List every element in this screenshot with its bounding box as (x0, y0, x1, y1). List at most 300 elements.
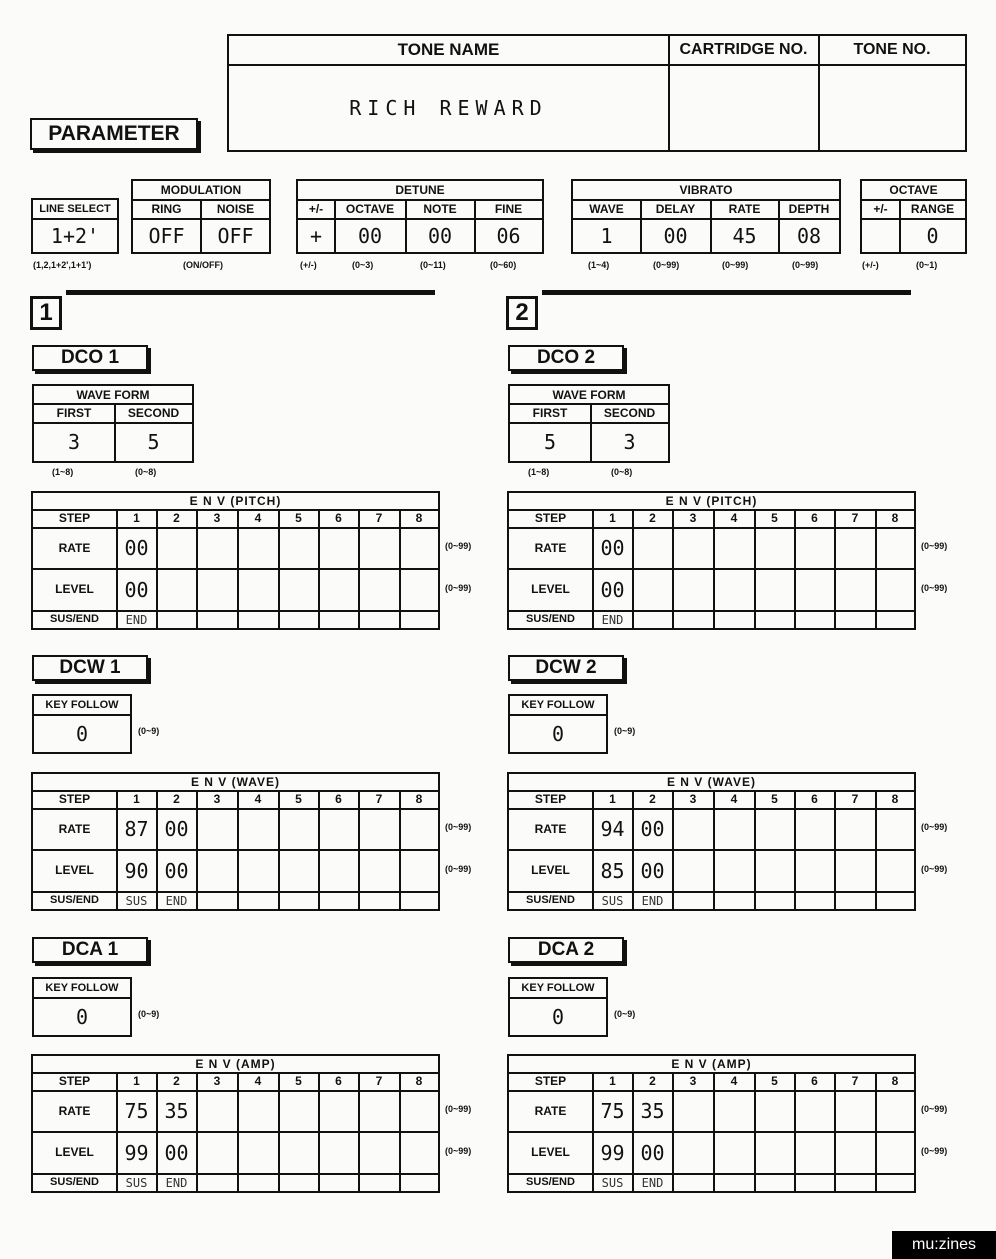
line1-amp-level-step-8 (400, 1132, 438, 1173)
line2-pitch-susend-label: SUS/END (526, 613, 575, 625)
detune-octave-label: OCTAVE (345, 202, 395, 216)
line1-wave-rate-label: RATE (58, 821, 91, 836)
line1-pitch-level-step-2 (157, 569, 196, 610)
line2-dcw-key-follow-value: 0 (551, 721, 565, 746)
line1-pitch-rate-step-1: 00 (124, 536, 149, 560)
line2-wave-level-label: LEVEL (531, 863, 570, 877)
line2-dca-label: DCA 2 (508, 937, 624, 963)
line1-amp-rate-label: RATE (58, 1103, 91, 1118)
line1-wave-step-3: 3 (213, 792, 221, 806)
line1-dca-key-follow-range: (0~9) (138, 1009, 160, 1019)
vibrato-rate-range: (0~99) (722, 260, 749, 270)
line1-wave-susend-step-4 (238, 892, 278, 909)
line2-pitch-susend-step-4 (714, 611, 754, 628)
line1-pitch-level-step-7 (359, 569, 399, 610)
line2-pitch-level-step-4 (714, 569, 754, 610)
line1-amp-level-step-1: 99 (124, 1140, 149, 1165)
line1-amp-level-step-7 (359, 1132, 399, 1173)
line2-wave-rate-step-6 (795, 809, 834, 849)
line2-amp-susend-label: SUS/END (526, 1176, 575, 1188)
line2-wave-step-8: 8 (891, 792, 899, 806)
line2-wave-rate-step-8 (876, 809, 914, 849)
line1-amp-step-5: 5 (295, 1074, 302, 1088)
line1-pitch-level-step-5 (279, 569, 318, 610)
line1-pitch-step-7: 7 (375, 511, 383, 525)
line1-wave-level-step-3 (197, 850, 237, 891)
line1-wave-envelope-table (31, 772, 440, 911)
line1-amp-rate-step-5 (279, 1091, 318, 1131)
line1-amp-step-1: 1 (133, 1074, 140, 1088)
line2-pitch-step-6: 6 (811, 511, 818, 525)
line2-pitch-rate-step-5 (755, 528, 794, 568)
line1-amp-susend-step-8 (400, 1174, 438, 1191)
line1-wave-step-4: 4 (254, 792, 262, 806)
ring-value: OFF (148, 223, 185, 248)
line1-amp-level-label: LEVEL (55, 1145, 94, 1159)
line1-amp-rate-step-3 (197, 1091, 237, 1131)
line1-pitch-susend-label: SUS/END (50, 613, 99, 625)
line2-pitch-step-5: 5 (771, 511, 778, 525)
line2-section-rule (542, 290, 911, 295)
line1-pitch-step-2: 2 (173, 511, 180, 525)
modulation-label: MODULATION (160, 183, 242, 197)
line1-amp-rate-step-6 (319, 1091, 358, 1131)
line1-wave-level-step-6 (319, 850, 358, 891)
line1-dco-label: DCO 1 (32, 345, 148, 371)
line2-amp-envelope-title: E N V (AMP) (671, 1057, 752, 1071)
vibrato-rate-label: RATE (728, 202, 761, 216)
line2-amp-level-step-8 (876, 1132, 914, 1173)
line2-wave-susend-step-1: SUS (601, 893, 624, 908)
line1-pitch-envelope-title: E N V (PITCH) (189, 494, 282, 508)
line2-pitch-step-3: 3 (689, 511, 697, 525)
detune-note-value: 00 (427, 223, 453, 248)
line1-amp-step-label: STEP (58, 1074, 91, 1088)
line2-pitch-level-step-5 (755, 569, 794, 610)
line2-pitch-rate-step-3 (673, 528, 713, 568)
line1-amp-step-8: 8 (415, 1074, 423, 1088)
line2-wave-level-step-6 (795, 850, 834, 891)
line1-dca-key-follow-box (32, 977, 132, 1037)
line2-wave-susend-step-7 (835, 892, 875, 909)
line1-wave-susend-label: SUS/END (50, 894, 99, 906)
line1-dcw-key-follow-label: KEY FOLLOW (45, 699, 119, 711)
line1-amp-level-range: (0~99) (445, 1146, 472, 1156)
line1-amp-rate-range: (0~99) (445, 1104, 472, 1114)
line2-amp-rate-range: (0~99) (921, 1104, 948, 1114)
line1-amp-step-4: 4 (254, 1074, 262, 1088)
line1-wave-susend-step-2: END (165, 893, 188, 908)
line1-wave-rate-step-4 (238, 809, 278, 849)
line2-pitch-level-step-1: 00 (600, 577, 625, 602)
line1-pitch-rate-step-4 (238, 528, 278, 568)
line2-wave-level-step-2: 00 (640, 858, 665, 883)
line2-wave-level-step-7 (835, 850, 875, 891)
line1-pitch-step-1: 1 (133, 511, 140, 525)
line2-amp-rate-label: RATE (534, 1103, 567, 1118)
line1-amp-step-7: 7 (375, 1074, 383, 1088)
line1-wave-level-step-2: 00 (164, 858, 189, 883)
line2-wave-step-6: 6 (811, 792, 818, 806)
line1-dca-key-follow-label: KEY FOLLOW (45, 982, 119, 994)
detune-octave-value: 00 (357, 223, 383, 248)
line-select-value: 1+2' (50, 223, 100, 248)
line2-wave-step-2: 2 (649, 792, 656, 806)
line1-amp-step-2: 2 (173, 1074, 180, 1088)
line2-amp-level-step-4 (714, 1132, 754, 1173)
line2-pitch-level-step-6 (795, 569, 834, 610)
line1-second-range: (0~8) (135, 467, 157, 477)
vibrato-depth-label: DEPTH (788, 202, 830, 216)
line2-amp-step-4: 4 (730, 1074, 738, 1088)
vibrato-depth-range: (0~99) (792, 260, 819, 270)
line2-amp-level-step-1: 99 (600, 1140, 625, 1165)
line2-wave-rate-step-2: 00 (640, 817, 665, 841)
line2-wave-level-step-4 (714, 850, 754, 891)
tone-name-value: RICH REWARD (349, 96, 548, 120)
line1-wave-rate-step-3 (197, 809, 237, 849)
line1-wave-rate-step-1: 87 (124, 817, 149, 841)
line1-wave-rate-step-5 (279, 809, 318, 849)
line2-amp-susend-step-6 (795, 1174, 834, 1191)
octave-sign-label: +/- (873, 202, 888, 216)
line1-wave-step-label: STEP (58, 792, 91, 806)
line1-dca-key-follow-value: 0 (75, 1004, 89, 1029)
line1-amp-level-step-2: 00 (164, 1140, 189, 1165)
line1-wave-step-1: 1 (133, 792, 140, 806)
line2-dcw-key-follow-range: (0~9) (614, 726, 636, 736)
line1-wave-level-step-7 (359, 850, 399, 891)
line2-wave-level-step-3 (673, 850, 713, 891)
line1-pitch-step-8: 8 (415, 511, 423, 525)
line2-amp-step-1: 1 (609, 1074, 616, 1088)
line1-wave-level-step-4 (238, 850, 278, 891)
line2-dcw-key-follow-box (508, 694, 608, 754)
vibrato-depth-value: 08 (796, 223, 822, 248)
line2-wave-rate-range: (0~99) (921, 822, 948, 832)
line1-pitch-level-step-3 (197, 569, 237, 610)
line1-wave-susend-step-7 (359, 892, 399, 909)
line1-wave-second-value: 5 (147, 430, 160, 454)
line2-amp-rate-step-5 (755, 1091, 794, 1131)
line2-pitch-step-8: 8 (891, 511, 899, 525)
line2-pitch-rate-range: (0~99) (921, 541, 948, 551)
line-select-label: LINE SELECT (39, 203, 111, 215)
vibrato-wave-value: 1 (600, 223, 613, 248)
line2-wave-rate-step-3 (673, 809, 713, 849)
vibrato-delay-range: (0~99) (653, 260, 680, 270)
line1-pitch-susend-step-1: END (125, 612, 148, 627)
noise-value: OFF (217, 223, 254, 248)
line1-amp-level-step-5 (279, 1132, 318, 1173)
watermark-logo: mu:zines (892, 1231, 996, 1259)
line2-pitch-rate-step-4 (714, 528, 754, 568)
line1-pitch-level-label: LEVEL (55, 582, 94, 596)
line2-wave-susend-step-8 (876, 892, 914, 909)
line2-pitch-rate-label: RATE (534, 540, 567, 555)
line2-amp-rate-step-2: 35 (640, 1099, 665, 1123)
line1-wave-rate-step-7 (359, 809, 399, 849)
line1-dcw-key-follow-range: (0~9) (138, 726, 160, 736)
line1-wave-rate-range: (0~99) (445, 822, 472, 832)
line1-amp-rate-step-7 (359, 1091, 399, 1131)
line1-pitch-rate-step-3 (197, 528, 237, 568)
line1-amp-rate-step-4 (238, 1091, 278, 1131)
line1-dca-label: DCA 1 (32, 937, 148, 963)
line2-wave-step-3: 3 (689, 792, 697, 806)
octave-box (860, 179, 967, 254)
line2-dco-label: DCO 2 (508, 345, 624, 371)
line2-wave-form-box (508, 384, 670, 463)
line2-dca-key-follow-range: (0~9) (614, 1009, 636, 1019)
octave-sign-range: (+/-) (862, 260, 879, 270)
line2-pitch-envelope-table (507, 491, 916, 630)
line2-dca-key-follow-value: 0 (551, 1004, 565, 1029)
line2-amp-susend-step-5 (755, 1174, 794, 1191)
line2-pitch-step-7: 7 (851, 511, 859, 525)
line2-amp-susend-step-4 (714, 1174, 754, 1191)
line2-wave-step-7: 7 (851, 792, 859, 806)
line2-amp-step-6: 6 (811, 1074, 818, 1088)
line1-dcw-key-follow-value: 0 (75, 721, 89, 746)
line2-wave-step-1: 1 (609, 792, 616, 806)
line2-amp-level-step-2: 00 (640, 1140, 665, 1165)
line1-amp-level-step-3 (197, 1132, 237, 1173)
detune-fine-value: 06 (496, 223, 521, 248)
line2-wave-susend-step-2: END (641, 893, 664, 908)
line1-wave-first-value: 3 (67, 430, 81, 454)
line1-amp-rate-step-1: 75 (124, 1099, 149, 1123)
line1-pitch-susend-step-3 (197, 611, 237, 628)
line1-amp-susend-step-1: SUS (125, 1175, 148, 1190)
line1-wave-susend-step-1: SUS (125, 893, 148, 908)
detune-note-range: (0~11) (420, 260, 446, 270)
line2-pitch-rate-step-7 (835, 528, 875, 568)
octave-value-range: (0~1) (916, 260, 938, 270)
line1-second-label: SECOND (127, 406, 180, 420)
detune-sign-label: +/- (308, 202, 324, 216)
line1-wave-step-7: 7 (375, 792, 383, 806)
line2-amp-step-5: 5 (771, 1074, 778, 1088)
line1-number-badge: 1 (30, 296, 62, 330)
modulation-box (131, 179, 271, 254)
line1-pitch-level-step-1: 00 (124, 577, 149, 602)
line2-wave-level-range: (0~99) (921, 864, 948, 874)
line1-wave-level-step-8 (400, 850, 438, 891)
line1-amp-susend-step-4 (238, 1174, 278, 1191)
tone-no-value (819, 66, 965, 150)
line2-second-label: SECOND (603, 406, 656, 420)
line1-section-rule (66, 290, 435, 295)
line1-wave-level-range: (0~99) (445, 864, 472, 874)
line1-wave-rate-step-2: 00 (164, 817, 189, 841)
line2-amp-susend-step-3 (673, 1174, 713, 1191)
line1-pitch-rate-step-6 (319, 528, 358, 568)
line2-pitch-level-step-2 (633, 569, 672, 610)
line1-dcw-label: DCW 1 (32, 655, 148, 681)
line1-wave-step-2: 2 (173, 792, 180, 806)
line1-first-range: (1~8) (52, 467, 74, 477)
line2-wave-rate-step-5 (755, 809, 794, 849)
line1-wave-susend-step-8 (400, 892, 438, 909)
vibrato-box (571, 179, 841, 254)
line2-wave-rate-label: RATE (534, 821, 567, 836)
line2-amp-rate-step-8 (876, 1091, 914, 1131)
line1-pitch-susend-step-6 (319, 611, 358, 628)
line1-amp-susend-label: SUS/END (50, 1176, 99, 1188)
detune-label: DETUNE (395, 183, 445, 197)
line1-pitch-susend-step-8 (400, 611, 438, 628)
line2-first-range: (1~8) (528, 467, 550, 477)
line2-wave-susend-step-4 (714, 892, 754, 909)
line1-pitch-rate-range: (0~99) (445, 541, 472, 551)
line1-wave-susend-step-3 (197, 892, 237, 909)
detune-fine-label: FINE (494, 202, 523, 216)
detune-box (296, 179, 544, 254)
line2-wave-envelope-title: E N V (WAVE) (666, 775, 757, 789)
line1-pitch-level-step-6 (319, 569, 358, 610)
line1-amp-envelope-table (31, 1054, 440, 1193)
line2-amp-level-step-5 (755, 1132, 794, 1173)
line2-wave-first-value: 5 (543, 430, 557, 454)
line2-pitch-susend-step-7 (835, 611, 875, 628)
line2-amp-susend-step-8 (876, 1174, 914, 1191)
line2-pitch-rate-step-8 (876, 528, 914, 568)
line1-wave-form-box (32, 384, 194, 463)
line2-amp-step-8: 8 (891, 1074, 899, 1088)
line2-pitch-level-step-3 (673, 569, 713, 610)
line2-wave-form-label: WAVE FORM (552, 387, 626, 402)
line1-pitch-envelope-table (31, 491, 440, 630)
vibrato-rate-value: 45 (732, 223, 757, 248)
line2-pitch-envelope-title: E N V (PITCH) (665, 494, 758, 508)
octave-range-value: 0 (926, 223, 939, 248)
tone-no-label: TONE NO. (853, 41, 931, 58)
line1-pitch-rate-step-5 (279, 528, 318, 568)
line2-pitch-susend-step-2 (633, 611, 672, 628)
line1-pitch-level-step-4 (238, 569, 278, 610)
line2-pitch-level-range: (0~99) (921, 583, 948, 593)
line2-amp-level-step-7 (835, 1132, 875, 1173)
line2-wave-second-value: 3 (623, 430, 636, 454)
line2-pitch-rate-step-6 (795, 528, 834, 568)
line1-pitch-rate-label: RATE (58, 540, 91, 555)
line2-pitch-level-step-7 (835, 569, 875, 610)
line2-wave-susend-step-6 (795, 892, 834, 909)
line1-pitch-step-6: 6 (335, 511, 342, 525)
detune-octave-range: (0~3) (352, 260, 374, 270)
detune-fine-range: (0~60) (490, 260, 517, 270)
noise-label: NOISE (216, 202, 255, 216)
line2-pitch-rate-step-2 (633, 528, 672, 568)
line1-wave-step-6: 6 (335, 792, 342, 806)
line1-pitch-level-step-8 (400, 569, 438, 610)
line2-wave-susend-step-5 (755, 892, 794, 909)
line2-amp-susend-step-2: END (641, 1175, 664, 1190)
line1-wave-level-label: LEVEL (55, 863, 94, 877)
line1-amp-step-3: 3 (213, 1074, 221, 1088)
line2-number-badge: 2 (506, 296, 538, 330)
line1-wave-susend-step-5 (279, 892, 318, 909)
line2-amp-rate-step-4 (714, 1091, 754, 1131)
line1-amp-susend-step-6 (319, 1174, 358, 1191)
vibrato-delay-label: DELAY (655, 202, 696, 216)
line2-pitch-susend-step-5 (755, 611, 794, 628)
vibrato-wave-range: (1~4) (588, 260, 610, 270)
cartridge-no-value (669, 66, 818, 150)
line2-wave-level-step-8 (876, 850, 914, 891)
line2-amp-rate-step-7 (835, 1091, 875, 1131)
octave-label: OCTAVE (889, 183, 938, 197)
line1-amp-susend-step-5 (279, 1174, 318, 1191)
line1-pitch-level-range: (0~99) (445, 583, 472, 593)
line1-amp-susend-step-7 (359, 1174, 399, 1191)
line1-amp-susend-step-2: END (165, 1175, 188, 1190)
modulation-range: (ON/OFF) (183, 260, 223, 270)
line2-dca-key-follow-label: KEY FOLLOW (521, 982, 595, 994)
line2-amp-rate-step-3 (673, 1091, 713, 1131)
line2-pitch-rate-step-1: 00 (600, 536, 625, 560)
tone-header-box (227, 34, 967, 152)
line2-dca-key-follow-box (508, 977, 608, 1037)
line2-pitch-step-2: 2 (649, 511, 656, 525)
line2-amp-step-3: 3 (689, 1074, 697, 1088)
line2-second-range: (0~8) (611, 467, 633, 477)
line1-pitch-susend-step-7 (359, 611, 399, 628)
vibrato-wave-label: WAVE (589, 202, 624, 216)
line2-amp-level-step-3 (673, 1132, 713, 1173)
line2-amp-level-label: LEVEL (531, 1145, 570, 1159)
line2-wave-rate-step-1: 94 (600, 817, 625, 841)
line1-pitch-rate-step-7 (359, 528, 399, 568)
line1-pitch-step-3: 3 (213, 511, 221, 525)
line2-first-label: FIRST (532, 406, 568, 420)
line2-pitch-step-label: STEP (534, 511, 567, 525)
line1-wave-form-label: WAVE FORM (76, 387, 150, 402)
line2-pitch-susend-step-8 (876, 611, 914, 628)
line1-wave-level-step-1: 90 (124, 858, 149, 883)
line1-wave-susend-step-6 (319, 892, 358, 909)
line1-wave-envelope-title: E N V (WAVE) (190, 775, 281, 789)
line2-pitch-susend-step-6 (795, 611, 834, 628)
line2-wave-envelope-table (507, 772, 916, 911)
line1-pitch-rate-step-2 (157, 528, 196, 568)
line2-wave-rate-step-7 (835, 809, 875, 849)
line2-dcw-label: DCW 2 (508, 655, 624, 681)
line1-wave-level-step-5 (279, 850, 318, 891)
line1-amp-susend-step-3 (197, 1174, 237, 1191)
line2-pitch-susend-step-3 (673, 611, 713, 628)
line1-pitch-step-5: 5 (295, 511, 302, 525)
line1-amp-rate-step-8 (400, 1091, 438, 1131)
line-select-range: (1,2,1+2',1+1') (33, 260, 92, 270)
line2-pitch-level-label: LEVEL (531, 582, 570, 596)
line2-wave-susend-label: SUS/END (526, 894, 575, 906)
line2-wave-step-4: 4 (730, 792, 738, 806)
line2-wave-step-5: 5 (771, 792, 778, 806)
octave-sign-value (862, 219, 899, 252)
line2-amp-step-label: STEP (534, 1074, 567, 1088)
line1-amp-level-step-6 (319, 1132, 358, 1173)
line2-amp-level-range: (0~99) (921, 1146, 948, 1156)
line2-amp-rate-step-1: 75 (600, 1099, 625, 1123)
line2-wave-susend-step-3 (673, 892, 713, 909)
line2-wave-level-step-1: 85 (600, 858, 625, 883)
line2-amp-step-2: 2 (649, 1074, 656, 1088)
line1-first-label: FIRST (56, 406, 92, 420)
line-select-box (31, 198, 119, 254)
cartridge-no-label: CARTRIDGE NO. (679, 41, 808, 58)
